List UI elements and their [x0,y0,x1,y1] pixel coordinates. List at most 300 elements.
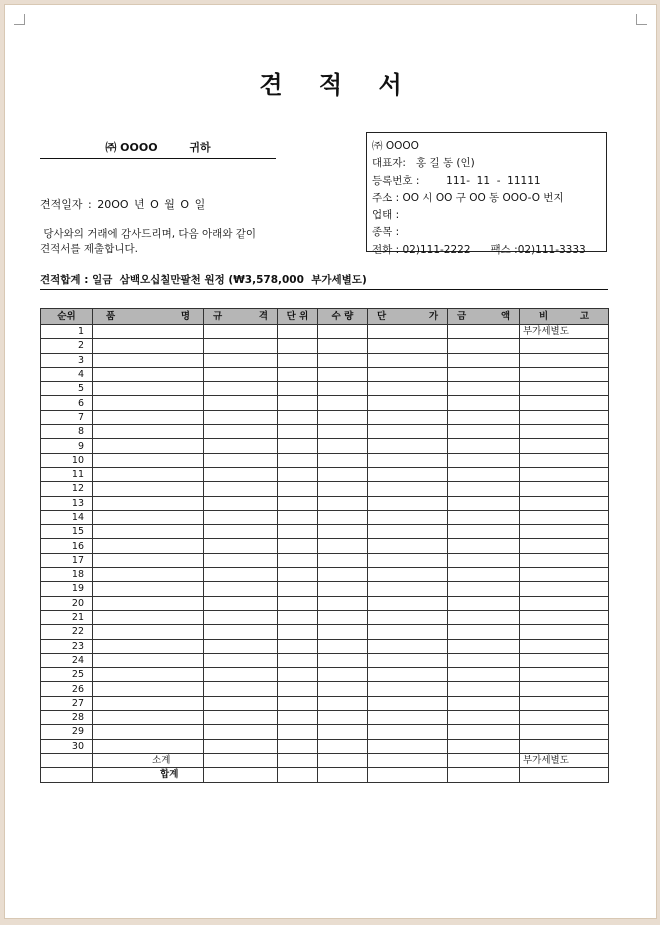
cell-unit [278,711,318,725]
cell-qty [318,582,368,596]
table-row [41,625,609,639]
cell-price [368,539,448,553]
cell-amount [448,653,520,667]
table-row [41,382,609,396]
cell-no: 27 [41,696,93,710]
cell-item [93,539,204,553]
cell-qty [318,525,368,539]
cell-unit [278,668,318,682]
cell-spec [204,396,278,410]
cell-qty [318,367,368,381]
header-amount: 금 액 [448,309,520,325]
cell-qty [318,425,368,439]
cell-note [520,439,609,453]
cell-price [368,325,448,339]
table-row [41,639,609,653]
table-row [41,610,609,624]
cell-unit [278,625,318,639]
cell-spec [204,682,278,696]
table-row [41,539,609,553]
cell-amount [448,510,520,524]
cell-qty [318,568,368,582]
cell-item [93,510,204,524]
cell-item [93,596,204,610]
recipient-suffix: 귀하 [189,141,211,154]
table-row [41,739,609,753]
table-row [41,596,609,610]
cell-no: 26 [41,682,93,696]
cell-amount [448,625,520,639]
table-row [41,396,609,410]
cell-amount [448,453,520,467]
cell-note [520,353,609,367]
cell-spec [204,596,278,610]
cell-price [368,739,448,753]
cell-unit [278,653,318,667]
cell-note [520,382,609,396]
cell-price [368,410,448,424]
table-header-row [41,309,609,325]
table-row [41,353,609,367]
cell-amount [448,367,520,381]
cell-price [368,482,448,496]
cell-amount [448,382,520,396]
cell-spec [204,639,278,653]
cell-no: 15 [41,525,93,539]
cell-unit [278,510,318,524]
cell-qty [318,696,368,710]
cell-unit [278,725,318,739]
cell-item [93,682,204,696]
cell-unit [278,539,318,553]
cell-price [368,467,448,481]
cell-note [520,410,609,424]
table-row [41,525,609,539]
crop-mark-top-left [14,14,25,25]
cell-note [520,639,609,653]
cell-note [520,467,609,481]
cell-amount [448,339,520,353]
cell-no: 8 [41,425,93,439]
cell-unit [278,525,318,539]
cell-note [520,425,609,439]
cell-item [93,396,204,410]
cell-amount [448,711,520,725]
cell-item [93,325,204,339]
cell-unit [278,496,318,510]
cell-note [520,739,609,753]
cell-amount [448,325,520,339]
cell-note [520,525,609,539]
cell-spec [204,453,278,467]
cell-qty [318,510,368,524]
cell-no: 25 [41,668,93,682]
cell-price [368,653,448,667]
supplier-company: ㈜ OOOO [372,140,419,152]
cell-item [93,525,204,539]
cell-qty [318,339,368,353]
cell-qty [318,353,368,367]
cell-note [520,596,609,610]
cell-price [368,568,448,582]
cell-note [520,496,609,510]
cell-price [368,525,448,539]
cell-unit [278,482,318,496]
grand-total-row [41,768,609,782]
cell-spec [204,496,278,510]
cell-qty [318,653,368,667]
recipient-line [40,139,276,159]
cell-amount [448,425,520,439]
cell-spec [204,353,278,367]
cell-no: 19 [41,582,93,596]
table-row [41,582,609,596]
cell-no: 24 [41,653,93,667]
cell-item [93,353,204,367]
cell-item [93,339,204,353]
cell-amount [448,467,520,481]
supplier-address: 주소 : OO 시 OO 구 OO 동 OOO-O 번지 [372,191,564,204]
cell-item [93,625,204,639]
header-spec: 규 격 [204,309,278,325]
cell-unit [278,353,318,367]
cell-qty [318,439,368,453]
cell-amount [448,739,520,753]
cell-note [520,510,609,524]
cell-spec [204,539,278,553]
cell-unit [278,553,318,567]
cell-item [93,496,204,510]
cell-note [520,668,609,682]
cell-price [368,510,448,524]
cell-note [520,396,609,410]
table-row [41,339,609,353]
cell-price [368,553,448,567]
cell-item [93,711,204,725]
cell-amount [448,525,520,539]
cell-qty [318,496,368,510]
cell-qty [318,610,368,624]
cell-qty [318,539,368,553]
cell-unit [278,596,318,610]
estimate-total: 견적합계 : 일금 삼백오십칠만팔천 원정 (₩3,578,000 부가세별도) [40,272,608,290]
cell-unit [278,425,318,439]
cell-no: 10 [41,453,93,467]
cell-price [368,682,448,696]
cell-note [520,625,609,639]
cell-no: 18 [41,568,93,582]
cell-amount [448,410,520,424]
table-row [41,467,609,481]
cell-no: 3 [41,353,93,367]
cell-item [93,367,204,381]
subtotal-row [41,753,609,767]
cell-no: 5 [41,382,93,396]
greeting-text [40,227,256,257]
cell-item [93,639,204,653]
table-row [41,696,609,710]
cell-no: 9 [41,439,93,453]
cell-unit [278,739,318,753]
cell-price [368,382,448,396]
cell-spec [204,739,278,753]
cell-unit [278,696,318,710]
cell-note [520,568,609,582]
cell-unit [278,325,318,339]
cell-spec [204,410,278,424]
table-row [41,482,609,496]
header-unit-price: 단 가 [368,309,448,325]
cell-no: 16 [41,539,93,553]
cell-spec [204,525,278,539]
cell-spec [204,568,278,582]
cell-no: 2 [41,339,93,353]
cell-qty [318,467,368,481]
cell-no: 12 [41,482,93,496]
cell-amount [448,725,520,739]
grand-total-label: 합 계 [93,768,204,782]
cell-item [93,482,204,496]
supplier-business-type: 업태 : [372,209,400,222]
supplier-business-item: 종목 : [372,226,400,239]
cell-qty [318,711,368,725]
cell-no: 11 [41,467,93,481]
cell-amount [448,696,520,710]
cell-item [93,453,204,467]
header-qty: 수 량 [318,309,368,325]
cell-qty [318,682,368,696]
cell-qty [318,625,368,639]
cell-item [93,668,204,682]
cell-note [520,539,609,553]
supplier-phone-fax: 전화 : 02)111-2222 팩스 :02)111-3333 [372,243,586,256]
table-row [41,367,609,381]
greeting-line-1: 당사와의 거래에 감사드리며, 다음 아래와 같이 [40,228,257,240]
cell-amount [448,610,520,624]
cell-spec [204,553,278,567]
cell-no: 17 [41,553,93,567]
supplier-registration: 등록번호 : 111- 11 - 11111 [372,174,541,187]
cell-unit [278,682,318,696]
cell-amount [448,482,520,496]
cell-no: 22 [41,625,93,639]
table-row [41,711,609,725]
supplier-representative: 대표자: 홍 길 동 (인) [372,157,475,170]
table-row [41,510,609,524]
cell-spec [204,668,278,682]
cell-spec [204,339,278,353]
cell-qty [318,553,368,567]
cell-note [520,682,609,696]
cell-amount [448,353,520,367]
cell-no: 1 [41,325,93,339]
subtotal-note: 부가세별도 [520,753,609,767]
cell-item [93,610,204,624]
cell-spec [204,325,278,339]
cell-note [520,610,609,624]
table-row [41,653,609,667]
cell-note [520,725,609,739]
cell-unit [278,568,318,582]
cell-note [520,482,609,496]
table-row [41,668,609,682]
cell-spec [204,425,278,439]
cell-unit [278,410,318,424]
cell-qty [318,639,368,653]
cell-unit [278,610,318,624]
table-row [41,410,609,424]
cell-item [93,725,204,739]
cell-note [520,339,609,353]
table-row [41,682,609,696]
table-row [41,439,609,453]
table-row [41,325,609,339]
cell-price [368,639,448,653]
cell-spec [204,439,278,453]
cell-price [368,339,448,353]
cell-unit [278,339,318,353]
header-note: 비 고 [520,309,609,325]
cell-no: 30 [41,739,93,753]
cell-amount [448,682,520,696]
header-no: 순위 [41,309,93,325]
supplier-info-box [366,132,607,256]
cell-qty [318,668,368,682]
cell-qty [318,325,368,339]
cell-unit [278,367,318,381]
cell-price [368,453,448,467]
cell-qty [318,410,368,424]
cell-note [520,553,609,567]
cell-item [93,410,204,424]
cell-spec [204,367,278,381]
cell-price [368,439,448,453]
cell-qty [318,725,368,739]
table-row [41,425,609,439]
recipient-name: ㈜ OOOO [105,141,158,154]
cell-spec [204,696,278,710]
cell-price [368,696,448,710]
cell-no: 28 [41,711,93,725]
cell-no: 21 [41,610,93,624]
cell-price [368,668,448,682]
cell-item [93,653,204,667]
cell-amount [448,396,520,410]
cell-price [368,353,448,367]
cell-item [93,425,204,439]
cell-unit [278,639,318,653]
cell-unit [278,467,318,481]
greeting-line-2: 견적서를 제출합니다. [40,243,138,255]
cell-no: 7 [41,410,93,424]
cell-note [520,582,609,596]
cell-qty [318,382,368,396]
cell-no: 14 [41,510,93,524]
cell-price [368,725,448,739]
cell-no: 20 [41,596,93,610]
cell-qty [318,739,368,753]
table-row [41,553,609,567]
cell-price [368,396,448,410]
cell-amount [448,582,520,596]
cell-price [368,425,448,439]
cell-note [520,653,609,667]
cell-spec [204,510,278,524]
table-row [41,453,609,467]
cell-price [368,625,448,639]
header-unit: 단 위 [278,309,318,325]
table-row [41,496,609,510]
document-title: 견 적 서 [259,71,416,99]
cell-spec [204,711,278,725]
cell-price [368,610,448,624]
cell-no: 4 [41,367,93,381]
cell-unit [278,582,318,596]
cell-amount [448,496,520,510]
cell-qty [318,482,368,496]
document-page [4,4,657,919]
cell-note [520,367,609,381]
cell-unit [278,439,318,453]
cell-note [520,696,609,710]
cell-note [520,453,609,467]
cell-amount [448,568,520,582]
cell-unit [278,453,318,467]
cell-item [93,382,204,396]
cell-item [93,467,204,481]
cell-note [520,711,609,725]
cell-spec [204,467,278,481]
header-item: 품 명 [93,309,204,325]
cell-no: 6 [41,396,93,410]
cell-spec [204,725,278,739]
subtotal-label: 소 계 [93,753,204,767]
cell-no: 29 [41,725,93,739]
cell-item [93,568,204,582]
cell-amount [448,539,520,553]
cell-spec [204,382,278,396]
cell-amount [448,668,520,682]
cell-item [93,582,204,596]
cell-item [93,696,204,710]
cell-spec [204,653,278,667]
cell-price [368,582,448,596]
cell-item [93,739,204,753]
cell-amount [448,553,520,567]
cell-qty [318,596,368,610]
cell-qty [318,453,368,467]
cell-no: 13 [41,496,93,510]
cell-price [368,596,448,610]
cell-price [368,496,448,510]
cell-amount [448,639,520,653]
cell-spec [204,610,278,624]
cell-item [93,439,204,453]
cell-spec [204,625,278,639]
cell-item [93,553,204,567]
cell-spec [204,482,278,496]
cell-note: 부가세별도 [520,325,609,339]
table-row [41,725,609,739]
estimate-date: 견적일자 : 20OO 년 O 월 O 일 [40,198,206,211]
cell-no: 23 [41,639,93,653]
cell-qty [318,396,368,410]
cell-unit [278,396,318,410]
cell-unit [278,382,318,396]
cell-amount [448,439,520,453]
table-row [41,568,609,582]
cell-price [368,711,448,725]
